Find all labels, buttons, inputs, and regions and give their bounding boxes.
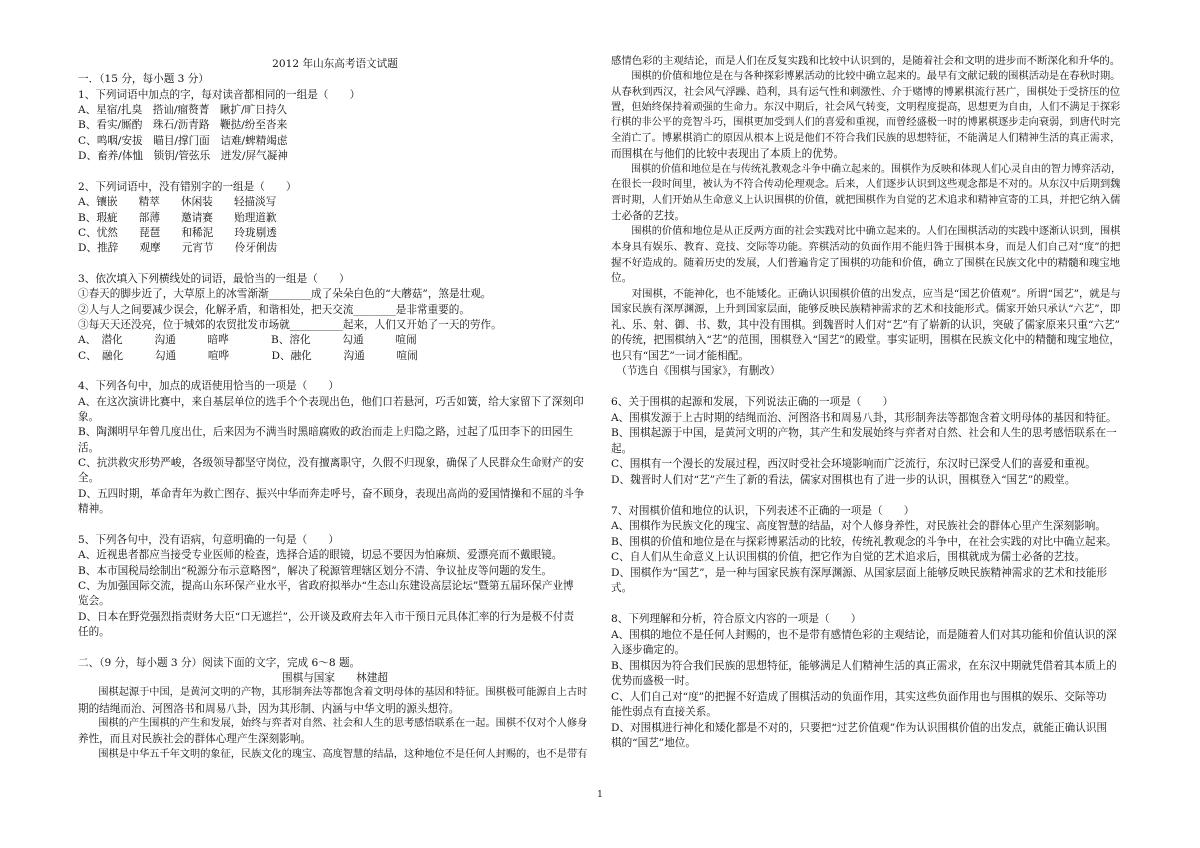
left-column-line: C、 融化 勾通 喧哗 D、融化 沟通 喧闹 xyxy=(78,349,418,362)
left-column-line: B、陶渊明早年曾几度出仕，后来因为不满当时黑暗腐败的政治而走上归隐之路，过起了瓜田李下的田园生 xyxy=(78,426,574,439)
right-column-line: A、围棋作为民族文化的瑰宝、高度智慧的结晶，对个人修身养性，对民族社会的群体心里产生深刻影响。 xyxy=(611,520,1106,532)
left-column-line: B、看实/厮酌 珠石/沥青路 鞭挞/纷至沓来 xyxy=(78,119,288,132)
left-column-line: 4、下列各句中，加点的成语使用恰当的一项是（ ） xyxy=(78,380,339,393)
left-column-line: 览会。 xyxy=(78,595,110,608)
right-column-line: 8、下列理解和分析，符合原文内容的一项是（ ） xyxy=(611,613,862,625)
right-column-line: B、围棋的价值和地位是在与探彩博累活动的比较，传统礼教观念的斗争中，在社会实践的对比中确立起来。 xyxy=(611,535,1117,548)
left-column-line: 围棋是中华五千年文明的象征，民族文化的瑰宝、高度智慧的结晶，这种地位不是任何人封赐的，也不是带有 xyxy=(78,748,588,760)
left-column-line: 全。 xyxy=(78,472,100,485)
right-column-line: A、围棋发源于上古时期的结绳而治、河图洛书和周易八卦，其形制奔法等都饱含着文明母体的基因和特征。 xyxy=(611,411,1117,424)
left-column-line: 期的结绳而治、河图洛书和周易八卦，因为其形制、内涵与中华文明的源头想符。 xyxy=(78,702,460,715)
left-column-line: C、鸣咽/安拔 瞄目/撑门面 诘难/蜱精竭虑 xyxy=(78,134,288,147)
right-column-line: 围棋的价值和地位是在与各种探彩博累活动的比较中确立起来的。最早有文献记载的围棋活动是在春秋时期。 xyxy=(611,70,1121,82)
right-column-line: 而围棋在与他们的比较中表现出了本质上的优势。 xyxy=(611,148,845,160)
right-column-line: B、围棋起源于中国，是黄河文明的产物，其产生和发展始终与弈者对自然、社会和人生的思考感悟联系在一 xyxy=(611,427,1117,439)
right-column-line: D、魏晋时人们对“艺”产生了新的看法，儒家对围棋也有了进一步的认识，围棋登入“国艺”的殿堂。 xyxy=(611,473,1076,486)
left-column-line: 精神。 xyxy=(78,503,110,516)
right-column-line: 对围棋，不能神化，也不能矮化。正确认识围棋价值的出发点，应当是“国艺价值观”。所谓“国艺”，就是与 xyxy=(611,287,1121,300)
left-column-line: 5、下列各句中，没有语病，句意明确的一句是（ ） xyxy=(78,533,339,546)
right-column-line: 围棋的价值和地位是在与传统礼教观念斗争中确立起来的。围棋作为反映和体现人们心灵自由的智力博弈活动， xyxy=(611,163,1121,175)
right-column-line: 围棋的价值和地位是从正反两方面的社会实践对比中确立起来的。人们在围棋活动的实践中逐渐认识到，围棋 xyxy=(611,225,1121,237)
right-column-line: 棋的“国艺”地位。 xyxy=(611,737,696,749)
right-column-line: 优势而盛极一时。 xyxy=(611,675,696,687)
left-column-line: ②人与人之间要减少误会，化解矛盾，和谐相处，把天交流________是非常重要的。 xyxy=(78,303,470,316)
left-column-line: B、瑕疵 部薄 邀请赛 贻理道歉 xyxy=(78,211,277,224)
right-column-line: 在很长一段时间里，被认为不符合传动伦理观念。后来，人们逐步认识到这些观念都是不对的。从东汉中后期到魏 xyxy=(611,179,1121,190)
left-column-line: ③每天天还没亮，位于城郊的农贸批发市场就__________起来，人们又开始了一天的劳作。 xyxy=(78,318,502,331)
right-column-line: 能性弱点有直接关系。 xyxy=(611,706,717,718)
right-column-line: 7、对围棋价值和地位的认识，下列表述不正确的一项是（ ） xyxy=(611,504,915,517)
left-column-line: A、近视患者都应当接受专业医师的检查，选择合适的眼镜，切忌不要因为怕麻烦、爱漂亮而不戴眼镜。 xyxy=(78,549,563,562)
right-column-line: 感情色彩的主观结论，而是人们在反复实践和比较中认识到的，是随着社会和文明的进步而不断深化和升华的。 xyxy=(611,55,1121,67)
left-column-line: 2012 年山东高考语文试题 xyxy=(272,58,398,70)
right-column-line: 国家民族有深厚渊源，上升到国家层面，能够反映民族精神需求的艺术和技能形式。儒家开始只承认“六艺”，即 xyxy=(611,303,1121,315)
left-column-line: 2、下列词语中，没有错别字的一组是（ ） xyxy=(78,180,297,193)
left-column-line: 活。 xyxy=(78,441,100,454)
left-column-line: C、抗洪救灾形势严峻，各级领导都坚守岗位，没有擅离职守，久假不归现象，确保了人民群众生命财产的安 xyxy=(78,457,585,470)
left-column-line: 一．（15 分，每小题 3 分） xyxy=(78,73,209,86)
right-column-line: 起。 xyxy=(611,442,633,455)
right-column-line: （节选自《围棋与国家》，有删改） xyxy=(611,365,781,377)
right-column-line: 置，但始终保持着顽强的生命力。东汉中期后，社会风气转变，文明程度提高，思想更为自由，人们不满足于探彩 xyxy=(611,101,1121,113)
left-column-line: A、在这次演讲比赛中，来自基层单位的选手个个表现出色，他们口若悬河，巧舌如簧，给大家留下了深刻印 xyxy=(78,395,584,408)
left-column-line: 3、依次填入下列横线处的词语，最恰当的一组是（ ） xyxy=(78,272,350,285)
left-column-line: A、镶嵌 精萃 休闲装 轻描淡写 xyxy=(78,196,277,209)
left-column-line: A、 潜化 沟通 暗哗 B、溶化 勾通 喧闹 xyxy=(78,334,417,347)
right-column-line: C、人们自己对“度”的把握不好造成了围棋活动的负面作用，其实这些负面作用也与围棋的娱乐、交际等功 xyxy=(611,690,1107,703)
right-column-line: 入逐步确定的。 xyxy=(611,644,686,656)
right-column-line: D、围棋作为“国艺”，是一种与国家民族有深厚渊源、从国家层面上能够反映民族精神需求的艺术和技能形 xyxy=(611,566,1108,579)
left-column-line: ①春天的脚步近了，大草原上的冰雪渐渐________成了朵朵白色的“大蘑菇”，煞是壮观。 xyxy=(78,288,492,301)
right-column-line: C、围棋有一个漫长的发展过程，西汉时受社会环境影响而广泛流行，东汉时已深受人们的喜爱和重视。 xyxy=(611,458,1096,470)
left-column-line: B、本市国税局绘制出“税源分布示意略图”，解决了税源管理辖区划分不清、争议扯皮等问题的发生。 xyxy=(78,564,553,577)
left-column-line: 养性，而且对民族社会的群体心理产生深刻影响。 xyxy=(78,733,312,746)
right-column-line: 士必备的艺技。 xyxy=(611,210,686,222)
left-column-line: 象。 xyxy=(78,411,100,424)
right-column-line: 晋时期，人们开始从生命意义上认识围棋的价值，就把围棋作为自觉的艺术追求和精神宣寄的工具，并把它纳入儒 xyxy=(611,194,1121,206)
right-column-line: 全消亡了。博累棋消亡的原因从根本上说是他们不符合我们民族的思想特征，不能满足人们精神生活的真正需求， xyxy=(611,132,1121,144)
right-column-line: 6、关于围棋的起源和发展，下列说法正确的一项是（ ） xyxy=(611,396,894,408)
right-column-line: 也只有“国艺”一词才能相配。 xyxy=(611,349,749,362)
left-column-line: D、日本在野党强烈指责财务大臣“口无遮拦”，公开谈及政府去年入市干预日元具体汇率的行为是极不付责 xyxy=(78,610,575,623)
right-column-line: A、围棋的地位不是任何人封赐的，也不是带有感情色彩的主观结论，而是随着人们对其功能和价值认识的深 xyxy=(611,628,1117,641)
left-column-line: C、忧然 琵琶 和稀泥 玲珑剔透 xyxy=(78,226,277,239)
right-column-line: B、围棋因为符合我们民族的思想特征，能够满足人们精神生活的真正需求，在东汉中期就凭借着其本质上的 xyxy=(611,659,1117,672)
left-column-line: C、为加强国际交流，提高山东环保产业水平，省政府拟举办“生态山东建设高层论坛”暨第五届环保产业博 xyxy=(78,579,574,592)
right-column-line: 位。 xyxy=(611,272,633,284)
left-column-line: D、推辞 观摩 元宵节 伶牙俐齿 xyxy=(78,242,278,255)
left-column-line: 围棋起源于中国，是黄河文明的产物，其形制奔法等都饱含着文明母体的基因和特征。围棋极可能源自上古时 xyxy=(78,687,588,699)
right-column-line: D、对围棋进行神化和矮化都是不对的，只要把“过艺价值观”作为认识围棋价值的出发点，就能正确认识围 xyxy=(611,721,1108,734)
right-column-line: 握不好造成的。随着历史的发展，人们普遍肯定了围棋的功能和价值，确立了围棋在民族文化中的精髓和瑰宝地 xyxy=(611,256,1121,269)
right-column-line: 礼、乐、射、御、书、数，其中没有围棋。到魏晋时人们对“艺”有了崭新的认识，突破了儒家原来只重“六艺” xyxy=(611,318,1120,331)
left-column-line: 围棋与国家 林建超 xyxy=(282,672,388,684)
left-column-line: 围棋的产生围棋的产生和发展，始终与弈者对自然、社会和人生的思考感悟联系在一起。围棋不仅对个人修身 xyxy=(78,718,588,730)
left-column-line: 二、（9 分，每小题 3 分）阅读下面的文字，完成 6～8 题。 xyxy=(78,656,361,669)
page-number: 1 xyxy=(597,790,603,800)
left-column-line: D、畜养/体恤 锁钥/管弦乐 迸发/屏气凝神 xyxy=(78,150,288,163)
right-column-line: C、自人们从生命意义上认识围棋的价值，把它作为自觉的艺术追求后，围棋就成为儒士必备的艺技。 xyxy=(611,551,1086,563)
right-column-line: 从春秋到西汉，社会风气浮躁、趋利，具有运气性和刺激性、介于赌博的博累棋流行甚广，围棋处于受挤压的位 xyxy=(611,86,1121,98)
right-column-line: 的传统，把围棋纳入“艺”的范围，围棋登入“国艺”的殿堂。事实证明，围棋在民族文化中的精髓和瑰宝地位， xyxy=(611,334,1120,346)
left-column-line: 任的。 xyxy=(78,625,110,638)
right-column-line: 本身具有娱乐、教育、竞技、交际等功能。弈棋活动的负面作用不能归咎于围棋本身，而是人们自己对“度”的把 xyxy=(611,241,1121,253)
right-column-line: 式。 xyxy=(611,582,633,594)
left-column-line: 1、下列词语中加点的字，每对读音都相同的一组是（ ） xyxy=(78,88,361,101)
left-column-line: A、星宿/扎臭 搭讪/瘤赘菁 瞅扩/旷日持久 xyxy=(78,104,288,117)
right-column-line: 行棋的非公平的竞智斗巧，围棋更加受到人们的喜爱和重视，而曾经盛极一时的博累棋逐步走向衰弱，到唐代时完 xyxy=(611,117,1121,128)
left-column-line: D、五四时期，革命青年为救亡图存、振兴中华而奔走呼号，奋不顾身，表现出高尚的爱国情操和不屈的斗争 xyxy=(78,487,585,500)
